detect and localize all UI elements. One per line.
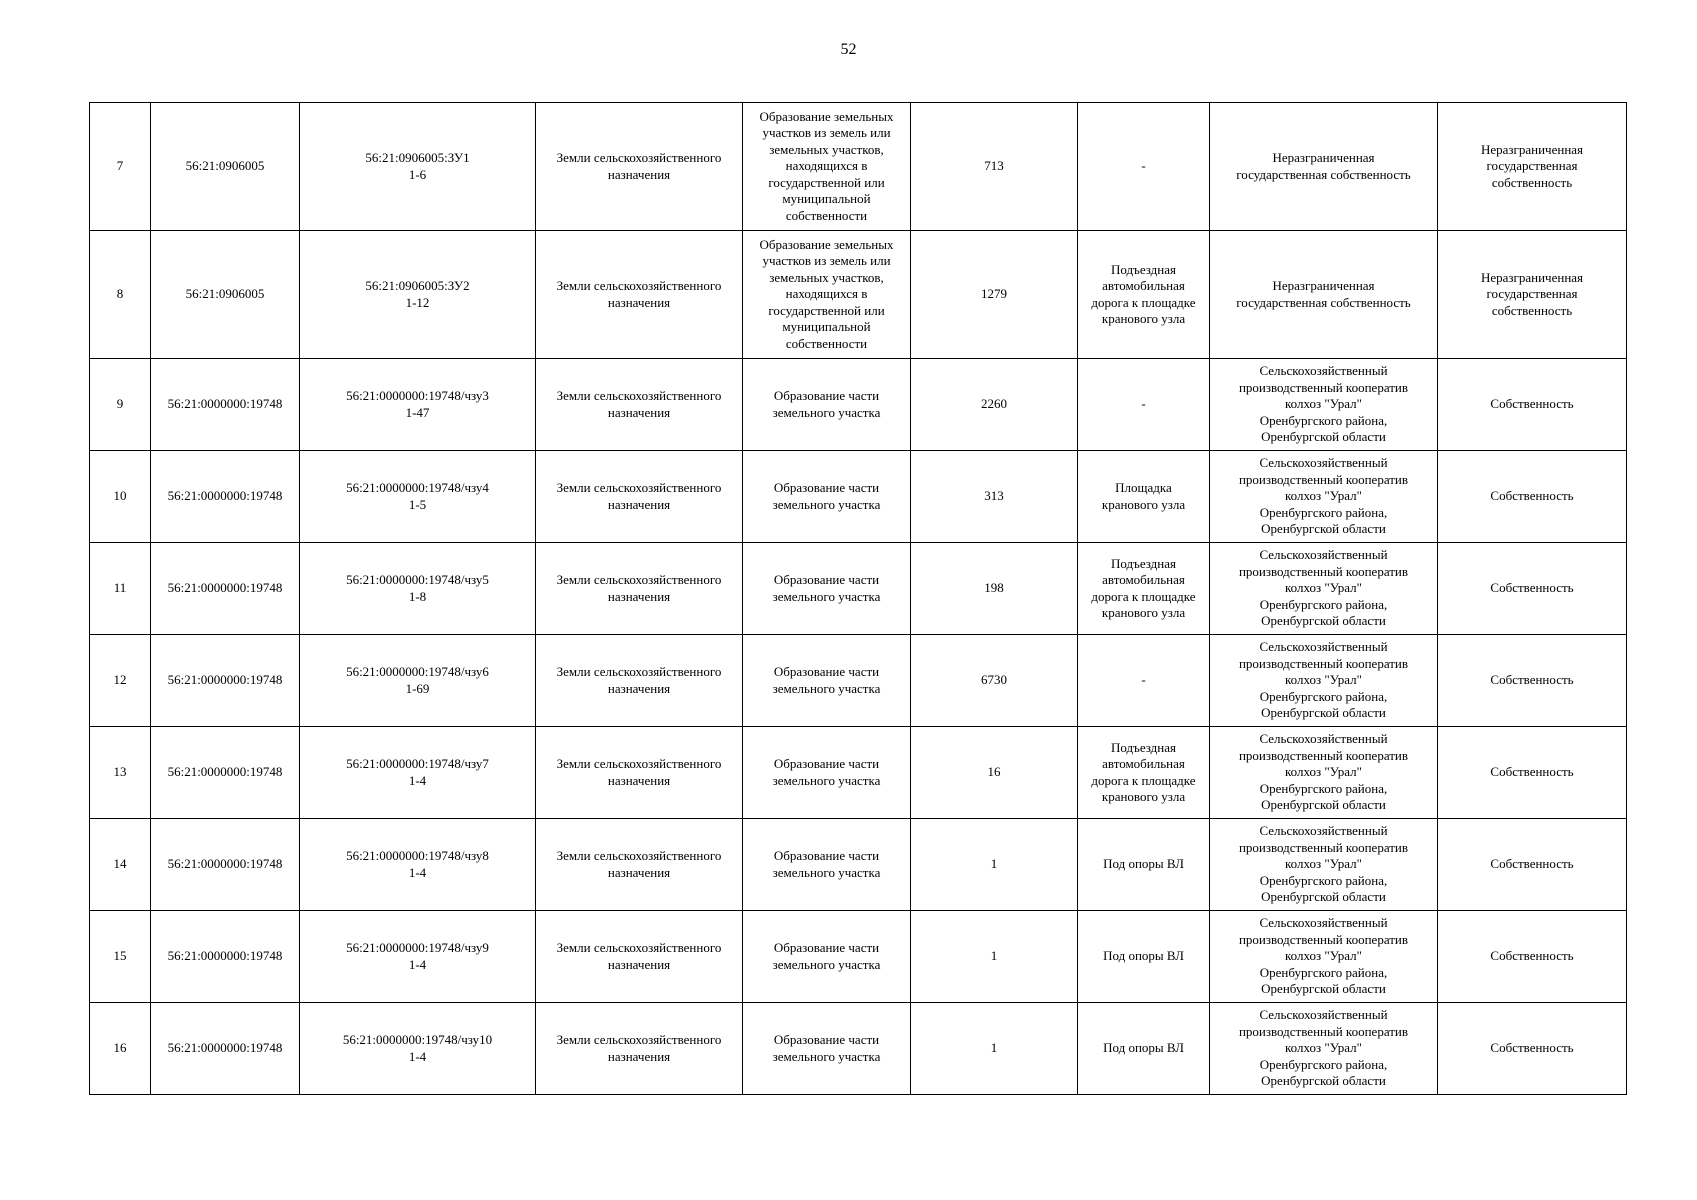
row-number-cell: 7 bbox=[90, 103, 151, 231]
cadastral-quarter-cell: 56:21:0000000:19748 bbox=[151, 635, 300, 727]
table-row bbox=[90, 819, 1627, 911]
land-category-cell: Земли сельскохозяйственного назначения bbox=[536, 231, 743, 359]
row-number-cell: 14 bbox=[90, 819, 151, 911]
owner-cell: Сельскохозяйственный производственный кооператив колхоз "Урал" Оренбургского района, Оренбургской области bbox=[1210, 359, 1438, 451]
land-plots-table bbox=[89, 102, 1627, 1095]
table-row bbox=[90, 543, 1627, 635]
owner-cell: Неразграниченная государственная собственность bbox=[1210, 231, 1438, 359]
table-row bbox=[90, 635, 1627, 727]
permitted-use-cell: - bbox=[1078, 635, 1210, 727]
plot-designation-cell: 56:21:0000000:19748/чзу8 1-4 bbox=[300, 819, 536, 911]
land-category-cell: Земли сельскохозяйственного назначения bbox=[536, 103, 743, 231]
right-type-cell: Собственность bbox=[1438, 1003, 1627, 1095]
cadastral-quarter-cell: 56:21:0000000:19748 bbox=[151, 451, 300, 543]
row-number-cell: 12 bbox=[90, 635, 151, 727]
table-row bbox=[90, 727, 1627, 819]
area-cell: 1 bbox=[911, 819, 1078, 911]
permitted-use-cell: Под опоры ВЛ bbox=[1078, 911, 1210, 1003]
cadastral-quarter-cell: 56:21:0000000:19748 bbox=[151, 359, 300, 451]
row-number-cell: 8 bbox=[90, 231, 151, 359]
cadastral-quarter-cell: 56:21:0906005 bbox=[151, 103, 300, 231]
right-type-cell: Собственность bbox=[1438, 543, 1627, 635]
area-cell: 198 bbox=[911, 543, 1078, 635]
permitted-use-cell: Подъездная автомобильная дорога к площадке кранового узла bbox=[1078, 727, 1210, 819]
owner-cell: Сельскохозяйственный производственный кооператив колхоз "Урал" Оренбургского района, Оренбургской области bbox=[1210, 911, 1438, 1003]
permitted-use-cell: Подъездная автомобильная дорога к площадке кранового узла bbox=[1078, 231, 1210, 359]
table-row bbox=[90, 451, 1627, 543]
formation-method-cell: Образование части земельного участка bbox=[743, 727, 911, 819]
land-category-cell: Земли сельскохозяйственного назначения bbox=[536, 727, 743, 819]
right-type-cell: Собственность bbox=[1438, 359, 1627, 451]
permitted-use-cell: Подъездная автомобильная дорога к площадке кранового узла bbox=[1078, 543, 1210, 635]
table-row bbox=[90, 359, 1627, 451]
area-cell: 2260 bbox=[911, 359, 1078, 451]
cadastral-quarter-cell: 56:21:0000000:19748 bbox=[151, 819, 300, 911]
plot-designation-cell: 56:21:0000000:19748/чзу10 1-4 bbox=[300, 1003, 536, 1095]
land-category-cell: Земли сельскохозяйственного назначения bbox=[536, 543, 743, 635]
plot-designation-cell: 56:21:0000000:19748/чзу9 1-4 bbox=[300, 911, 536, 1003]
right-type-cell: Собственность bbox=[1438, 451, 1627, 543]
formation-method-cell: Образование части земельного участка bbox=[743, 543, 911, 635]
formation-method-cell: Образование земельных участков из земель или земельных участков, находящихся в государственной или муниципальной собственности bbox=[743, 103, 911, 231]
formation-method-cell: Образование земельных участков из земель или земельных участков, находящихся в государственной или муниципальной собственности bbox=[743, 231, 911, 359]
plot-designation-cell: 56:21:0906005:ЗУ1 1-6 bbox=[300, 103, 536, 231]
land-category-cell: Земли сельскохозяйственного назначения bbox=[536, 819, 743, 911]
plot-designation-cell: 56:21:0000000:19748/чзу3 1-47 bbox=[300, 359, 536, 451]
plot-designation-cell: 56:21:0000000:19748/чзу4 1-5 bbox=[300, 451, 536, 543]
area-cell: 1279 bbox=[911, 231, 1078, 359]
right-type-cell: Собственность bbox=[1438, 635, 1627, 727]
cadastral-quarter-cell: 56:21:0000000:19748 bbox=[151, 911, 300, 1003]
area-cell: 16 bbox=[911, 727, 1078, 819]
land-category-cell: Земли сельскохозяйственного назначения bbox=[536, 359, 743, 451]
table-row bbox=[90, 231, 1627, 359]
right-type-cell: Собственность bbox=[1438, 727, 1627, 819]
land-category-cell: Земли сельскохозяйственного назначения bbox=[536, 1003, 743, 1095]
cadastral-quarter-cell: 56:21:0000000:19748 bbox=[151, 543, 300, 635]
permitted-use-cell: Под опоры ВЛ bbox=[1078, 819, 1210, 911]
permitted-use-cell: Под опоры ВЛ bbox=[1078, 1003, 1210, 1095]
permitted-use-cell: - bbox=[1078, 359, 1210, 451]
owner-cell: Неразграниченная государственная собственность bbox=[1210, 103, 1438, 231]
area-cell: 313 bbox=[911, 451, 1078, 543]
land-category-cell: Земли сельскохозяйственного назначения bbox=[536, 911, 743, 1003]
right-type-cell: Собственность bbox=[1438, 911, 1627, 1003]
owner-cell: Сельскохозяйственный производственный кооператив колхоз "Урал" Оренбургского района, Оренбургской области bbox=[1210, 635, 1438, 727]
formation-method-cell: Образование части земельного участка bbox=[743, 1003, 911, 1095]
plot-designation-cell: 56:21:0000000:19748/чзу6 1-69 bbox=[300, 635, 536, 727]
land-category-cell: Земли сельскохозяйственного назначения bbox=[536, 635, 743, 727]
area-cell: 1 bbox=[911, 911, 1078, 1003]
formation-method-cell: Образование части земельного участка bbox=[743, 911, 911, 1003]
area-cell: 713 bbox=[911, 103, 1078, 231]
plot-designation-cell: 56:21:0906005:ЗУ2 1-12 bbox=[300, 231, 536, 359]
area-cell: 6730 bbox=[911, 635, 1078, 727]
land-category-cell: Земли сельскохозяйственного назначения bbox=[536, 451, 743, 543]
formation-method-cell: Образование части земельного участка bbox=[743, 819, 911, 911]
row-number-cell: 11 bbox=[90, 543, 151, 635]
owner-cell: Сельскохозяйственный производственный кооператив колхоз "Урал" Оренбургского района, Оренбургской области bbox=[1210, 819, 1438, 911]
row-number-cell: 13 bbox=[90, 727, 151, 819]
plot-designation-cell: 56:21:0000000:19748/чзу7 1-4 bbox=[300, 727, 536, 819]
right-type-cell: Собственность bbox=[1438, 819, 1627, 911]
permitted-use-cell: Площадка кранового узла bbox=[1078, 451, 1210, 543]
row-number-cell: 10 bbox=[90, 451, 151, 543]
page-number: 52 bbox=[840, 41, 857, 58]
right-type-cell: Неразграниченная государственная собственность bbox=[1438, 103, 1627, 231]
formation-method-cell: Образование части земельного участка bbox=[743, 359, 911, 451]
row-number-cell: 9 bbox=[90, 359, 151, 451]
owner-cell: Сельскохозяйственный производственный кооператив колхоз "Урал" Оренбургского района, Оренбургской области bbox=[1210, 543, 1438, 635]
owner-cell: Сельскохозяйственный производственный кооператив колхоз "Урал" Оренбургского района, Оренбургской области bbox=[1210, 727, 1438, 819]
cadastral-quarter-cell: 56:21:0000000:19748 bbox=[151, 727, 300, 819]
row-number-cell: 15 bbox=[90, 911, 151, 1003]
table-row bbox=[90, 911, 1627, 1003]
owner-cell: Сельскохозяйственный производственный кооператив колхоз "Урал" Оренбургского района, Оренбургской области bbox=[1210, 1003, 1438, 1095]
right-type-cell: Неразграниченная государственная собственность bbox=[1438, 231, 1627, 359]
permitted-use-cell: - bbox=[1078, 103, 1210, 231]
owner-cell: Сельскохозяйственный производственный кооператив колхоз "Урал" Оренбургского района, Оренбургской области bbox=[1210, 451, 1438, 543]
cadastral-quarter-cell: 56:21:0000000:19748 bbox=[151, 1003, 300, 1095]
cadastral-quarter-cell: 56:21:0906005 bbox=[151, 231, 300, 359]
table-row bbox=[90, 1003, 1627, 1095]
table-row bbox=[90, 103, 1627, 231]
formation-method-cell: Образование части земельного участка bbox=[743, 451, 911, 543]
plot-designation-cell: 56:21:0000000:19748/чзу5 1-8 bbox=[300, 543, 536, 635]
area-cell: 1 bbox=[911, 1003, 1078, 1095]
row-number-cell: 16 bbox=[90, 1003, 151, 1095]
formation-method-cell: Образование части земельного участка bbox=[743, 635, 911, 727]
